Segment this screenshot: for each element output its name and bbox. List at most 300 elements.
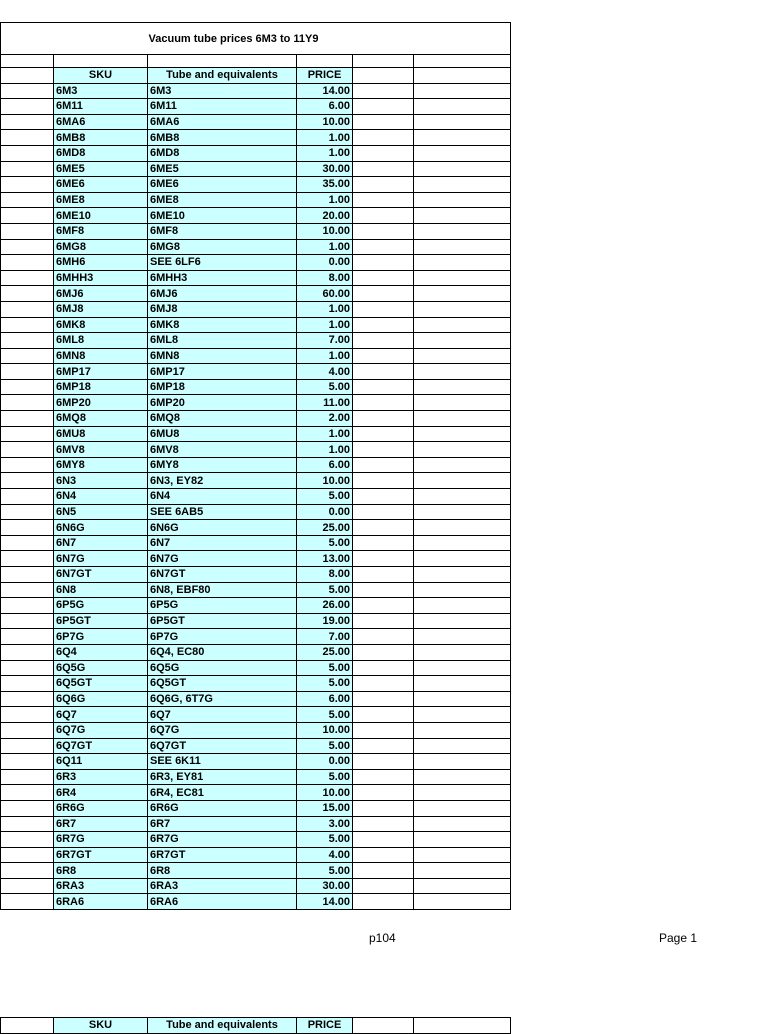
tube-cell: 6ML8 [148, 333, 297, 349]
table-row [1, 800, 511, 816]
table-row [1, 99, 511, 115]
tube-cell: 6MJ6 [148, 286, 297, 302]
price-cell: 60.00 [297, 286, 353, 302]
table-row [1, 582, 511, 598]
tube-cell: 6MY8 [148, 457, 297, 473]
tube-cell: 6MD8 [148, 145, 297, 161]
sku-cell: 6ME8 [54, 192, 148, 208]
sku-cell: 6MA6 [54, 114, 148, 130]
row-blank-cell [414, 535, 511, 551]
sku-cell: 6N4 [54, 489, 148, 505]
row-blank-cell [1, 442, 54, 458]
tube-cell: 6R7G [148, 832, 297, 848]
table-row [1, 644, 511, 660]
row-blank-cell [414, 816, 511, 832]
tube-cell: 6R6G [148, 800, 297, 816]
tube-cell: 6ME6 [148, 177, 297, 193]
row-blank-cell [353, 114, 414, 130]
header-sku: SKU [54, 68, 148, 84]
row-blank-cell [353, 317, 414, 333]
table-row [1, 473, 511, 489]
row-blank-cell [414, 223, 511, 239]
row-blank-cell [414, 894, 511, 910]
sku-cell: 6MG8 [54, 239, 148, 255]
row-blank-cell [353, 457, 414, 473]
sku-cell: 6MV8 [54, 442, 148, 458]
price-cell: 7.00 [297, 333, 353, 349]
price-cell: 1.00 [297, 442, 353, 458]
row-blank-cell [353, 504, 414, 520]
row-blank-cell [414, 567, 511, 583]
sku-cell: 6Q4 [54, 644, 148, 660]
row-blank-cell [414, 832, 511, 848]
sku-cell: 6R7 [54, 816, 148, 832]
row-blank-cell [353, 832, 414, 848]
table-row [1, 722, 511, 738]
row-blank-cell [1, 878, 54, 894]
row-blank-cell [1, 598, 54, 614]
price-cell: 30.00 [297, 878, 353, 894]
tube-cell: 6R3, EY81 [148, 769, 297, 785]
row-blank-cell [1, 130, 54, 146]
tube-cell: 6MJ8 [148, 301, 297, 317]
row-blank-cell [1, 800, 54, 816]
table-row [1, 317, 511, 333]
price-cell: 13.00 [297, 551, 353, 567]
row-blank-cell [414, 754, 511, 770]
row-blank-cell [1, 551, 54, 567]
row-blank-cell [414, 722, 511, 738]
sku-cell: 6R6G [54, 800, 148, 816]
row-blank-cell [353, 473, 414, 489]
header-row [1, 68, 511, 84]
row-blank-cell [353, 800, 414, 816]
table-row [1, 754, 511, 770]
sku-cell: 6MK8 [54, 317, 148, 333]
sku-cell: 6MN8 [54, 348, 148, 364]
tube-cell: 6MG8 [148, 239, 297, 255]
table-row [1, 255, 511, 271]
sku-cell: 6Q5G [54, 660, 148, 676]
row-blank-cell [353, 286, 414, 302]
row-blank-cell [353, 161, 414, 177]
row-blank-cell [1, 738, 54, 754]
sku-cell: 6MF8 [54, 223, 148, 239]
price-cell: 5.00 [297, 738, 353, 754]
row-blank-cell [353, 660, 414, 676]
table-row [1, 520, 511, 536]
row-blank-cell [1, 411, 54, 427]
row-blank-cell [1, 114, 54, 130]
price-cell: 10.00 [297, 114, 353, 130]
sku-cell: 6MQ8 [54, 411, 148, 427]
row-blank-cell [414, 99, 511, 115]
row-blank-cell [414, 348, 511, 364]
price-cell: 19.00 [297, 613, 353, 629]
tube-cell: 6Q4, EC80 [148, 644, 297, 660]
row-blank-cell [414, 629, 511, 645]
row-blank-cell [1, 832, 54, 848]
table-row [1, 442, 511, 458]
price-cell: 20.00 [297, 208, 353, 224]
price-cell: 5.00 [297, 769, 353, 785]
tube-cell: 6MF8 [148, 223, 297, 239]
table-row [1, 411, 511, 427]
price-cell: 1.00 [297, 317, 353, 333]
tube-cell: 6R7 [148, 816, 297, 832]
tube-cell: 6Q7 [148, 707, 297, 723]
tube-cell: 6ME8 [148, 192, 297, 208]
row-blank-cell [353, 379, 414, 395]
price-cell: 4.00 [297, 847, 353, 863]
price-cell: 25.00 [297, 644, 353, 660]
table-row [1, 83, 511, 99]
row-blank-cell [1, 208, 54, 224]
sku-cell: 6MU8 [54, 426, 148, 442]
row-blank-cell [1, 473, 54, 489]
row-blank-cell [353, 270, 414, 286]
price-cell: 5.00 [297, 660, 353, 676]
row-blank-cell [1, 863, 54, 879]
sku-cell: 6R7GT [54, 847, 148, 863]
tube-cell: 6P5G [148, 598, 297, 614]
row-blank-cell [353, 722, 414, 738]
sku-cell: 6MP20 [54, 395, 148, 411]
table-row [1, 161, 511, 177]
row-blank-cell [414, 239, 511, 255]
row-blank-cell [414, 255, 511, 271]
row-blank-cell [1, 613, 54, 629]
table-row [1, 130, 511, 146]
row-blank-cell [1, 816, 54, 832]
row-blank-cell [1, 223, 54, 239]
row-blank-cell [414, 769, 511, 785]
row-blank-cell [353, 489, 414, 505]
price-cell: 5.00 [297, 582, 353, 598]
table-row [1, 239, 511, 255]
row-blank-cell [353, 738, 414, 754]
page-code: p104 [369, 931, 396, 945]
tube-cell: 6N4 [148, 489, 297, 505]
table-row [1, 457, 511, 473]
table-row [1, 395, 511, 411]
price-cell: 5.00 [297, 379, 353, 395]
row-blank-cell [1, 286, 54, 302]
table-row [1, 364, 511, 380]
row-blank-cell [353, 582, 414, 598]
price-cell: 1.00 [297, 426, 353, 442]
row-blank-cell [1, 722, 54, 738]
table-row [1, 691, 511, 707]
table-row [1, 426, 511, 442]
row-blank-cell [1, 145, 54, 161]
tube-cell: SEE 6LF6 [148, 255, 297, 271]
price-cell: 3.00 [297, 816, 353, 832]
row-blank-cell [1, 239, 54, 255]
row-blank-cell [1, 83, 54, 99]
table-row [1, 535, 511, 551]
sku-cell: 6MJ8 [54, 301, 148, 317]
price-cell: 1.00 [297, 192, 353, 208]
sku-cell: 6N6G [54, 520, 148, 536]
row-blank-cell [353, 707, 414, 723]
row-blank-cell [353, 754, 414, 770]
price-cell: 30.00 [297, 161, 353, 177]
row-blank-cell [1, 270, 54, 286]
next-header-price: PRICE [297, 1018, 353, 1034]
row-blank-cell [414, 333, 511, 349]
sku-cell: 6P7G [54, 629, 148, 645]
row-blank-cell [1, 457, 54, 473]
row-blank-cell [414, 582, 511, 598]
price-cell: 0.00 [297, 255, 353, 271]
tube-cell: 6N6G [148, 520, 297, 536]
row-blank-cell [353, 894, 414, 910]
price-cell: 7.00 [297, 629, 353, 645]
tube-cell: 6MHH3 [148, 270, 297, 286]
row-blank-cell [1, 317, 54, 333]
sku-cell: 6MP18 [54, 379, 148, 395]
sku-cell: 6Q7G [54, 722, 148, 738]
tube-cell: 6MU8 [148, 426, 297, 442]
price-cell: 10.00 [297, 722, 353, 738]
tube-cell: 6Q5G [148, 660, 297, 676]
row-blank-cell [353, 411, 414, 427]
table-row [1, 707, 511, 723]
row-blank-cell [414, 364, 511, 380]
sku-cell: 6Q11 [54, 754, 148, 770]
row-blank-cell [1, 348, 54, 364]
row-blank-cell [414, 800, 511, 816]
tube-cell: 6R7GT [148, 847, 297, 863]
row-blank-cell [353, 177, 414, 193]
price-cell: 1.00 [297, 130, 353, 146]
row-blank-cell [414, 504, 511, 520]
price-cell: 6.00 [297, 691, 353, 707]
sku-cell: 6MY8 [54, 457, 148, 473]
row-blank-cell [353, 239, 414, 255]
tube-cell: 6MB8 [148, 130, 297, 146]
sku-cell: 6N7 [54, 535, 148, 551]
row-blank-cell [1, 161, 54, 177]
tube-cell: 6N7GT [148, 567, 297, 583]
row-blank-cell [414, 489, 511, 505]
row-blank-cell [414, 426, 511, 442]
tube-cell: 6Q7G [148, 722, 297, 738]
row-blank-cell [353, 99, 414, 115]
tube-cell: 6ME5 [148, 161, 297, 177]
sku-cell: 6Q6G [54, 691, 148, 707]
row-blank-cell [1, 379, 54, 395]
table-row [1, 114, 511, 130]
sku-cell: 6Q5GT [54, 676, 148, 692]
row-blank-cell [414, 863, 511, 879]
next-header-sku: SKU [54, 1018, 148, 1034]
sku-cell: 6MP17 [54, 364, 148, 380]
price-cell: 5.00 [297, 489, 353, 505]
row-blank-cell [353, 863, 414, 879]
title-row [1, 23, 511, 55]
price-cell: 5.00 [297, 863, 353, 879]
row-blank-cell [414, 379, 511, 395]
row-blank-cell [353, 208, 414, 224]
sku-cell: 6N3 [54, 473, 148, 489]
tube-cell: 6MN8 [148, 348, 297, 364]
table-row [1, 504, 511, 520]
sku-cell: 6ME6 [54, 177, 148, 193]
sku-cell: 6ML8 [54, 333, 148, 349]
tube-cell: 6MP20 [148, 395, 297, 411]
sku-cell: 6RA6 [54, 894, 148, 910]
table-row [1, 785, 511, 801]
row-blank-cell [353, 255, 414, 271]
row-blank-cell [414, 395, 511, 411]
header-tube: Tube and equivalents [148, 68, 297, 84]
row-blank-cell [1, 567, 54, 583]
row-blank-cell [353, 145, 414, 161]
price-cell: 5.00 [297, 707, 353, 723]
tube-cell: 6N3, EY82 [148, 473, 297, 489]
sku-cell: 6P5GT [54, 613, 148, 629]
tube-cell: 6Q7GT [148, 738, 297, 754]
tube-cell: 6MP17 [148, 364, 297, 380]
row-blank-cell [1, 520, 54, 536]
price-cell: 11.00 [297, 395, 353, 411]
price-sheet [0, 22, 510, 910]
row-blank-cell [353, 364, 414, 380]
row-blank-cell [1, 364, 54, 380]
row-blank-cell [353, 676, 414, 692]
row-blank-cell [1, 785, 54, 801]
row-blank-cell [1, 769, 54, 785]
tube-cell: 6Q5GT [148, 676, 297, 692]
next-page-sheet [0, 1017, 510, 1034]
spacer-row [1, 55, 511, 68]
tube-cell: 6M3 [148, 83, 297, 99]
row-blank-cell [1, 99, 54, 115]
sku-cell: 6MJ6 [54, 286, 148, 302]
table-row [1, 878, 511, 894]
sku-cell: 6N7GT [54, 567, 148, 583]
row-blank-cell [353, 333, 414, 349]
header-price: PRICE [297, 68, 353, 84]
table-row [1, 676, 511, 692]
tube-cell: 6MA6 [148, 114, 297, 130]
tube-cell: 6RA3 [148, 878, 297, 894]
sku-cell: 6N7G [54, 551, 148, 567]
row-blank-cell [414, 473, 511, 489]
row-blank-cell [414, 738, 511, 754]
price-cell: 10.00 [297, 785, 353, 801]
table-row [1, 177, 511, 193]
table-row [1, 270, 511, 286]
table-row [1, 333, 511, 349]
row-blank-cell [1, 629, 54, 645]
row-blank-cell [353, 520, 414, 536]
row-blank-cell [414, 270, 511, 286]
row-blank-cell [414, 878, 511, 894]
row-blank-cell [353, 535, 414, 551]
row-blank-cell [414, 177, 511, 193]
table-row [1, 598, 511, 614]
row-blank-cell [1, 660, 54, 676]
row-blank-cell [353, 629, 414, 645]
row-blank-cell [353, 567, 414, 583]
next-header-tube: Tube and equivalents [148, 1018, 297, 1034]
row-blank-cell [353, 348, 414, 364]
row-blank-cell [414, 145, 511, 161]
sku-cell: 6R7G [54, 832, 148, 848]
row-blank-cell [414, 161, 511, 177]
row-blank-cell [353, 442, 414, 458]
sku-cell: 6R8 [54, 863, 148, 879]
sku-cell: 6R4 [54, 785, 148, 801]
price-cell: 8.00 [297, 270, 353, 286]
table-row [1, 769, 511, 785]
price-cell: 0.00 [297, 754, 353, 770]
price-cell: 1.00 [297, 348, 353, 364]
tube-cell: 6MQ8 [148, 411, 297, 427]
row-blank-cell [414, 286, 511, 302]
price-table [0, 22, 511, 910]
row-blank-cell [414, 660, 511, 676]
row-blank-cell [414, 442, 511, 458]
sku-cell: 6Q7GT [54, 738, 148, 754]
row-blank-cell [353, 551, 414, 567]
row-blank-cell [353, 769, 414, 785]
row-blank-cell [353, 192, 414, 208]
next-page-table [0, 1017, 511, 1034]
table-row [1, 847, 511, 863]
page-title: Vacuum tube prices 6M3 to 11Y9 [54, 23, 414, 55]
sku-cell: 6MH6 [54, 255, 148, 271]
row-blank-cell [1, 754, 54, 770]
row-blank-cell [1, 644, 54, 660]
sku-cell: 6M11 [54, 99, 148, 115]
table-row [1, 816, 511, 832]
row-blank-cell [414, 208, 511, 224]
sku-cell: 6ME5 [54, 161, 148, 177]
price-cell: 26.00 [297, 598, 353, 614]
price-cell: 5.00 [297, 676, 353, 692]
sku-cell: 6RA3 [54, 878, 148, 894]
sku-cell: 6N5 [54, 504, 148, 520]
price-cell: 10.00 [297, 223, 353, 239]
row-blank-cell [1, 489, 54, 505]
sku-cell: 6R3 [54, 769, 148, 785]
tube-cell: 6RA6 [148, 894, 297, 910]
tube-cell: 6MP18 [148, 379, 297, 395]
tube-cell: 6N8, EBF80 [148, 582, 297, 598]
next-header-row [1, 1018, 511, 1034]
row-blank-cell [1, 894, 54, 910]
row-blank-cell [414, 707, 511, 723]
row-blank-cell [1, 301, 54, 317]
price-cell: 10.00 [297, 473, 353, 489]
tube-cell: 6P5GT [148, 613, 297, 629]
sku-cell: 6MB8 [54, 130, 148, 146]
tube-cell: 6R8 [148, 863, 297, 879]
table-row [1, 223, 511, 239]
table-row [1, 286, 511, 302]
sku-cell: 6MD8 [54, 145, 148, 161]
row-blank-cell [1, 535, 54, 551]
table-row [1, 738, 511, 754]
row-blank-cell [353, 613, 414, 629]
price-cell: 2.00 [297, 411, 353, 427]
row-blank-cell [1, 426, 54, 442]
row-blank-cell [414, 83, 511, 99]
